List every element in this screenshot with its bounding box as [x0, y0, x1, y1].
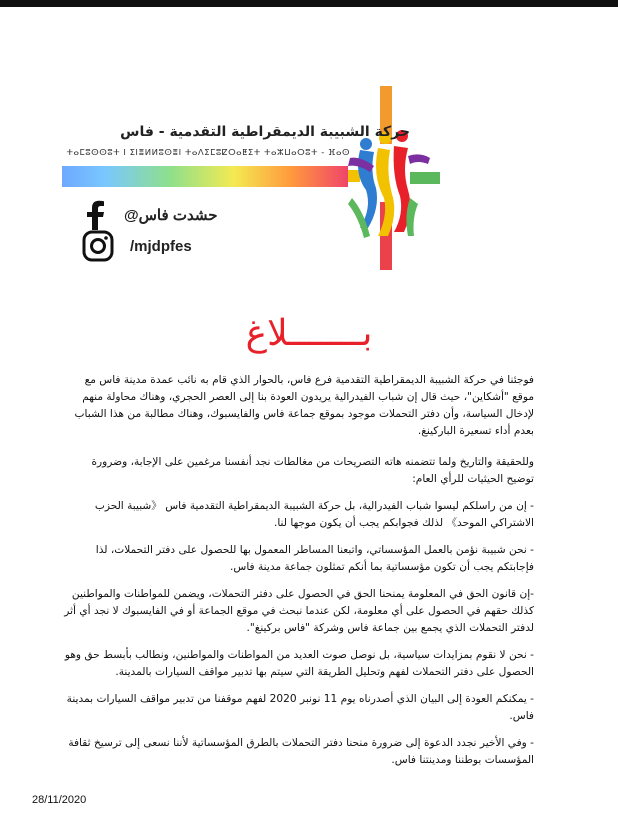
instagram-handle: /mjdpfes — [130, 237, 192, 255]
instagram-row — [82, 230, 192, 262]
facebook-row — [82, 199, 218, 231]
organization-name-tifinagh: ⵜⴰⵎⵓⵙⵙⵓⵜ ⵏ ⵉⵏⴻⵍⵍⵓⵙⴻⵏ ⵜⴰⴷⵉⵎⵓⵇⵔⴰⵟⵉⵜ ⵜⴰⵣⵡⴰⵔⵓⵜ - ⴼⴰⵙ — [66, 148, 350, 158]
document-date: 28/11/2020 — [32, 794, 87, 806]
top-border — [0, 0, 618, 7]
statement-body — [62, 372, 534, 779]
organization-name: حركة الشبيبة الديمقراطية التقدمية - فاس — [120, 124, 410, 140]
facebook-icon — [82, 200, 108, 230]
paragraph: وللحقيقة والتاريخ ولما تتضمنه هاته التصريحات من مغالطات نجد أنفسنا مرغمين على الإجابة، وضرورة توضيح الحيثيات للرأي العام: — [91, 456, 534, 485]
instagram-icon — [82, 230, 114, 262]
paragraph: - نحن شبيبة نؤمن بالعمل المؤسساتي، واتبعنا المساطر المعمول بها للحصول على دفتر التحملات، لذا فإجابتكم يجب أن تكون مؤسساتية بما أنكم تمثلون جماعة مدينة فاس. — [95, 544, 534, 573]
paragraph: - إن من راسلكم ليسوا شباب الفيدرالية، بل حركة الشبيبة الديمقراطية التقدمية فاس 《شبيبة الحزب الاشتراكي الموحد》 لذلك فجوابكم يجب أن يكون موجها لنا. — [94, 500, 534, 529]
paragraph: - نحن لا نقوم بمزايدات سياسية، بل نوصل صوت العديد من المواطنات والمواطنين، ونطالب بأبسط حق وهو الحصول على دفتر التحملات لفهم وتحليل الطريقة التي سيتم بها تدبير مواقف السيارات بالمدينة. — [64, 649, 534, 678]
paragraph: -إن قانون الحق في المعلومة يمنحنا الحق في الحصول على دفتر التحملات، ويضمن للمواطنات والمواطنين كذلك حقهم في الحصول على أي معلومة، لكن عندما نبحث في موقع الجماعة أو في الفايسبوك لا نجد أي أثر لدفتر التحملات الذي يجمع بين جماعة فاس وشركة "فاس بركينغ". — [64, 588, 534, 634]
page-title: بـــــــلاغ — [245, 313, 373, 354]
color-gradient-bar — [62, 166, 348, 187]
paragraph: - وفي الأخير نجدد الدعوة إلى ضرورة منحنا دفتر التحملات بالطرق المؤسساتية لأننا نسعى إلى ترسيخ ثقافة المؤسسات بوطننا ومدينتنا فاس. — [68, 737, 534, 766]
facebook-handle: حشدت فاس@ — [124, 207, 218, 224]
paragraph: فوجئنا في حركة الشبيبة الديمقراطية التقدمية فرع فاس، بالحوار الذي قام به نائب عمدة مدينة فاس مع موقع "أشكاين"، حيث قال إن شباب الفيدرالية يريدون العودة بنا إلى العصر الحجري، وهناك محاولة منهم لإدخال السياسة، وأن دفتر التحملات موجود بموقع جماعة فاس والفايسبوك، وهناك مطالبة من هذا الشباب بعدم أداء تسعيرة الباركينغ. — [74, 374, 534, 437]
paragraph: - يمكنكم العودة إلى البيان الذي أصدرناه يوم 11 نونبر 2020 لفهم موقفنا من تدبير مواقف السيارات بمدينة فاس. — [66, 693, 534, 722]
